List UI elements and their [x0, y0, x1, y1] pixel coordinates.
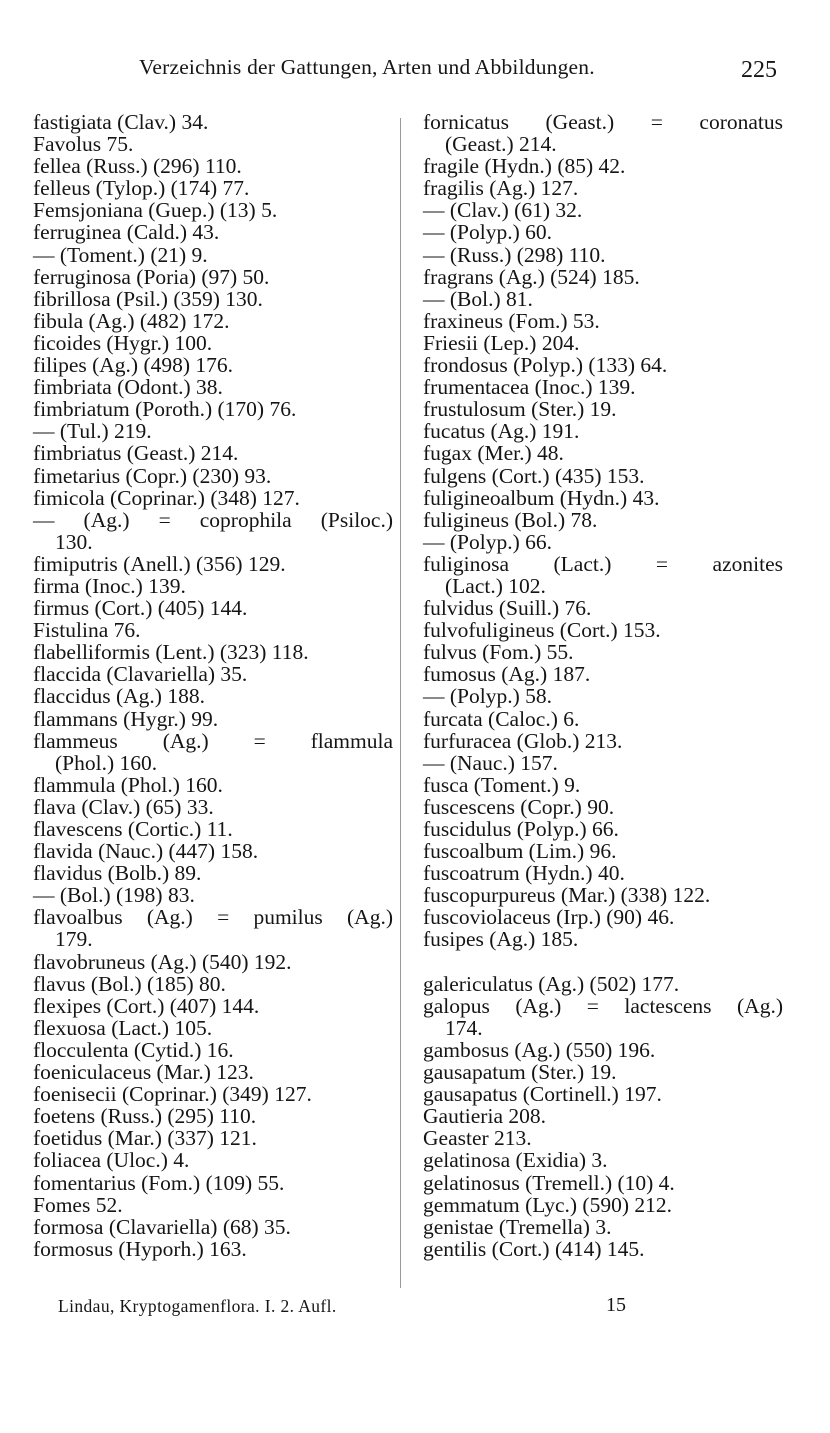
- index-entry: fastigiata (Clav.) 34.: [33, 110, 209, 134]
- index-entry: flammula (Phol.) 160.: [33, 772, 223, 797]
- index-entry: fuscidulus (Polyp.) 66.: [423, 817, 619, 841]
- index-entry: fugax (Mer.) 48.: [423, 441, 564, 466]
- index-entry: foeniculaceus (Mar.) 123.: [33, 1060, 254, 1085]
- index-entry: Fomes 52.: [33, 1192, 123, 1217]
- index-entry: fuscoatrum (Hydn.) 40.: [423, 861, 625, 886]
- index-gap: [423, 951, 783, 973]
- index-entry: — (Polyp.) 58.: [423, 684, 552, 709]
- index-entry: fulgens (Cort.) (435) 153.: [423, 463, 645, 488]
- index-entry: — (Bol.) (198) 83.: [33, 883, 195, 908]
- index-entry: foliacea (Uloc.) 4.: [33, 1148, 190, 1173]
- index-entry: fumosus (Ag.) 187.: [423, 662, 591, 687]
- index-entry: fuliginosa (Lact.) = azonites: [423, 551, 783, 576]
- index-entry: formosus (Hyporh.) 163.: [33, 1236, 247, 1261]
- index-entry: fibrillosa (Psil.) (359) 130.: [33, 286, 263, 311]
- index-entry: foetens (Russ.) (295) 110.: [33, 1104, 257, 1129]
- index-entry: fuscopurpureus (Mar.) (338) 122.: [423, 883, 711, 908]
- index-entry: flavescens (Cortic.) 11.: [33, 817, 233, 841]
- page-number: 225: [741, 57, 777, 83]
- index-entry: (Geast.) 214.: [445, 132, 557, 157]
- index-entry: fimbriata (Odont.) 38.: [33, 375, 223, 400]
- index-entry: fimicola (Coprinar.) (348) 127.: [33, 485, 300, 510]
- index-entry: Favolus 75.: [33, 132, 134, 157]
- index-entry: flavida (Nauc.) (447) 158.: [33, 839, 259, 864]
- index-entry: felleus (Tylop.) (174) 77.: [33, 176, 250, 201]
- index-entry: Gautieria 208.: [423, 1104, 546, 1129]
- index-entry: flava (Clav.) (65) 33.: [33, 794, 214, 819]
- index-entry: — (Nauc.) 157.: [423, 750, 558, 775]
- column-divider: [400, 118, 401, 1288]
- index-entry: fomentarius (Fom.) (109) 55.: [33, 1170, 285, 1195]
- index-entry: flexipes (Cort.) (407) 144.: [33, 993, 260, 1018]
- index-entry: gelatinosa (Exidia) 3.: [423, 1148, 608, 1173]
- index-entry: (Lact.) 102.: [445, 573, 546, 598]
- index-entry: fibula (Ag.) (482) 172.: [33, 308, 230, 333]
- index-entry: 174.: [445, 1015, 483, 1040]
- index-entry: gelatinosus (Tremell.) (10) 4.: [423, 1170, 675, 1195]
- index-entry: flexuosa (Lact.) 105.: [33, 1015, 213, 1040]
- index-entry: frondosus (Polyp.) (133) 64.: [423, 353, 668, 378]
- page-header: [0, 55, 830, 89]
- index-entry: fucatus (Ag.) 191.: [423, 419, 580, 444]
- index-entry: fuligineoalbum (Hydn.) 43.: [423, 485, 660, 510]
- index-entry: flavobruneus (Ag.) (540) 192.: [33, 949, 292, 974]
- index-entry: — (Polyp.) 60.: [423, 220, 552, 245]
- index-entry: ferruginosa (Poria) (97) 50.: [33, 264, 270, 289]
- index-entry: ferruginea (Cald.) 43.: [33, 220, 220, 245]
- index-entry: fimetarius (Copr.) (230) 93.: [33, 463, 272, 488]
- index-entry: gambosus (Ag.) (550) 196.: [423, 1037, 656, 1062]
- index-entry: — (Clav.) (61) 32.: [423, 198, 583, 223]
- index-entry: fuscoviolaceus (Irp.) (90) 46.: [423, 905, 675, 930]
- index-entry: flammans (Hygr.) 99.: [33, 706, 219, 731]
- index-entry: — (Polyp.) 66.: [423, 529, 552, 554]
- index-entry: fimiputris (Anell.) (356) 129.: [33, 551, 286, 576]
- index-entry: formosa (Clavariella) (68) 35.: [33, 1214, 291, 1239]
- index-entry: ficoides (Hygr.) 100.: [33, 330, 213, 355]
- index-entry: Fistulina 76.: [33, 618, 141, 643]
- index-entry: Friesii (Lep.) 204.: [423, 330, 580, 355]
- index-column-right: [423, 111, 783, 1260]
- index-entry: galopus (Ag.) = lactescens (Ag.): [423, 993, 783, 1018]
- index-entry: frustulosum (Ster.) 19.: [423, 397, 617, 422]
- index-entry: fraxineus (Fom.) 53.: [423, 308, 600, 333]
- index-entry: genistae (Tremella) 3.: [423, 1214, 612, 1239]
- index-entry: fuscescens (Copr.) 90.: [423, 794, 615, 819]
- index-entry: frumentacea (Inoc.) 139.: [423, 375, 636, 400]
- index-entry: flocculenta (Cytid.) 16.: [33, 1037, 234, 1062]
- index-entry: fimbriatus (Geast.) 214.: [33, 441, 239, 466]
- index-entry: foetidus (Mar.) (337) 121.: [33, 1126, 257, 1151]
- index-column-left: [33, 111, 393, 1260]
- index-entry: furcata (Caloc.) 6.: [423, 706, 580, 731]
- index-entry: fellea (Russ.) (296) 110.: [33, 154, 242, 179]
- index-entry: fragile (Hydn.) (85) 42.: [423, 154, 626, 179]
- index-entry: foenisecii (Coprinar.) (349) 127.: [33, 1082, 312, 1107]
- index-entry: — (Ag.) = coprophila (Psiloc.): [33, 507, 393, 532]
- index-entry: flaccidus (Ag.) 188.: [33, 684, 205, 709]
- index-entry: 130.: [55, 529, 93, 554]
- index-entry: (Phol.) 160.: [55, 750, 158, 775]
- page-footer: [0, 1296, 830, 1322]
- index-entry: — (Russ.) (298) 110.: [423, 242, 606, 267]
- index-entry: filipes (Ag.) (498) 176.: [33, 353, 234, 378]
- index-entry: flammeus (Ag.) = flammula: [33, 728, 393, 753]
- index-entry: Geaster 213.: [423, 1126, 532, 1151]
- index-entry: fulvidus (Suill.) 76.: [423, 596, 592, 621]
- index-entry: fimbriatum (Poroth.) (170) 76.: [33, 397, 297, 422]
- index-entry: 179.: [55, 927, 93, 952]
- index-entry: fulvus (Fom.) 55.: [423, 640, 574, 665]
- index-entry: fulvofuligineus (Cort.) 153.: [423, 618, 661, 643]
- index-entry: flabelliformis (Lent.) (323) 118.: [33, 640, 309, 665]
- index-entry: fuligineus (Bol.) 78.: [423, 507, 598, 532]
- footer-citation: Lindau, Kryptogamenflora. I. 2. Aufl.: [58, 1296, 337, 1316]
- index-entry: — (Toment.) (21) 9.: [33, 242, 208, 267]
- index-entry: galericulatus (Ag.) (502) 177.: [423, 971, 680, 996]
- index-entry: firma (Inoc.) 139.: [33, 573, 186, 598]
- index-entry: — (Bol.) 81.: [423, 286, 533, 311]
- index-entry: gemmatum (Lyc.) (590) 212.: [423, 1192, 672, 1217]
- index-entry: flavus (Bol.) (185) 80.: [33, 971, 226, 996]
- index-entry: gausapatus (Cortinell.) 197.: [423, 1082, 662, 1107]
- index-entry: — (Tul.) 219.: [33, 419, 152, 444]
- index-entry: furfuracea (Glob.) 213.: [423, 728, 623, 753]
- index-entry: fusca (Toment.) 9.: [423, 772, 581, 797]
- index-entry: flavoalbus (Ag.) = pumilus (Ag.): [33, 905, 393, 930]
- index-entry: fornicatus (Geast.) = coronatus: [423, 110, 783, 134]
- printer-signature: 15: [606, 1294, 626, 1316]
- running-title: Verzeichnis der Gattungen, Arten und Abbildungen.: [139, 55, 595, 79]
- index-entry: fragilis (Ag.) 127.: [423, 176, 579, 201]
- index-entry: flaccida (Clavariella) 35.: [33, 662, 248, 687]
- index-entry: fusipes (Ag.) 185.: [423, 927, 579, 952]
- index-entry: fuscoalbum (Lim.) 96.: [423, 839, 617, 864]
- index-entry: firmus (Cort.) (405) 144.: [33, 596, 248, 621]
- index-entry: gentilis (Cort.) (414) 145.: [423, 1236, 645, 1261]
- index-entry: Femsjoniana (Guep.) (13) 5.: [33, 198, 278, 223]
- index-entry: fragrans (Ag.) (524) 185.: [423, 264, 640, 289]
- index-entry: flavidus (Bolb.) 89.: [33, 861, 202, 886]
- index-entry: gausapatum (Ster.) 19.: [423, 1060, 617, 1085]
